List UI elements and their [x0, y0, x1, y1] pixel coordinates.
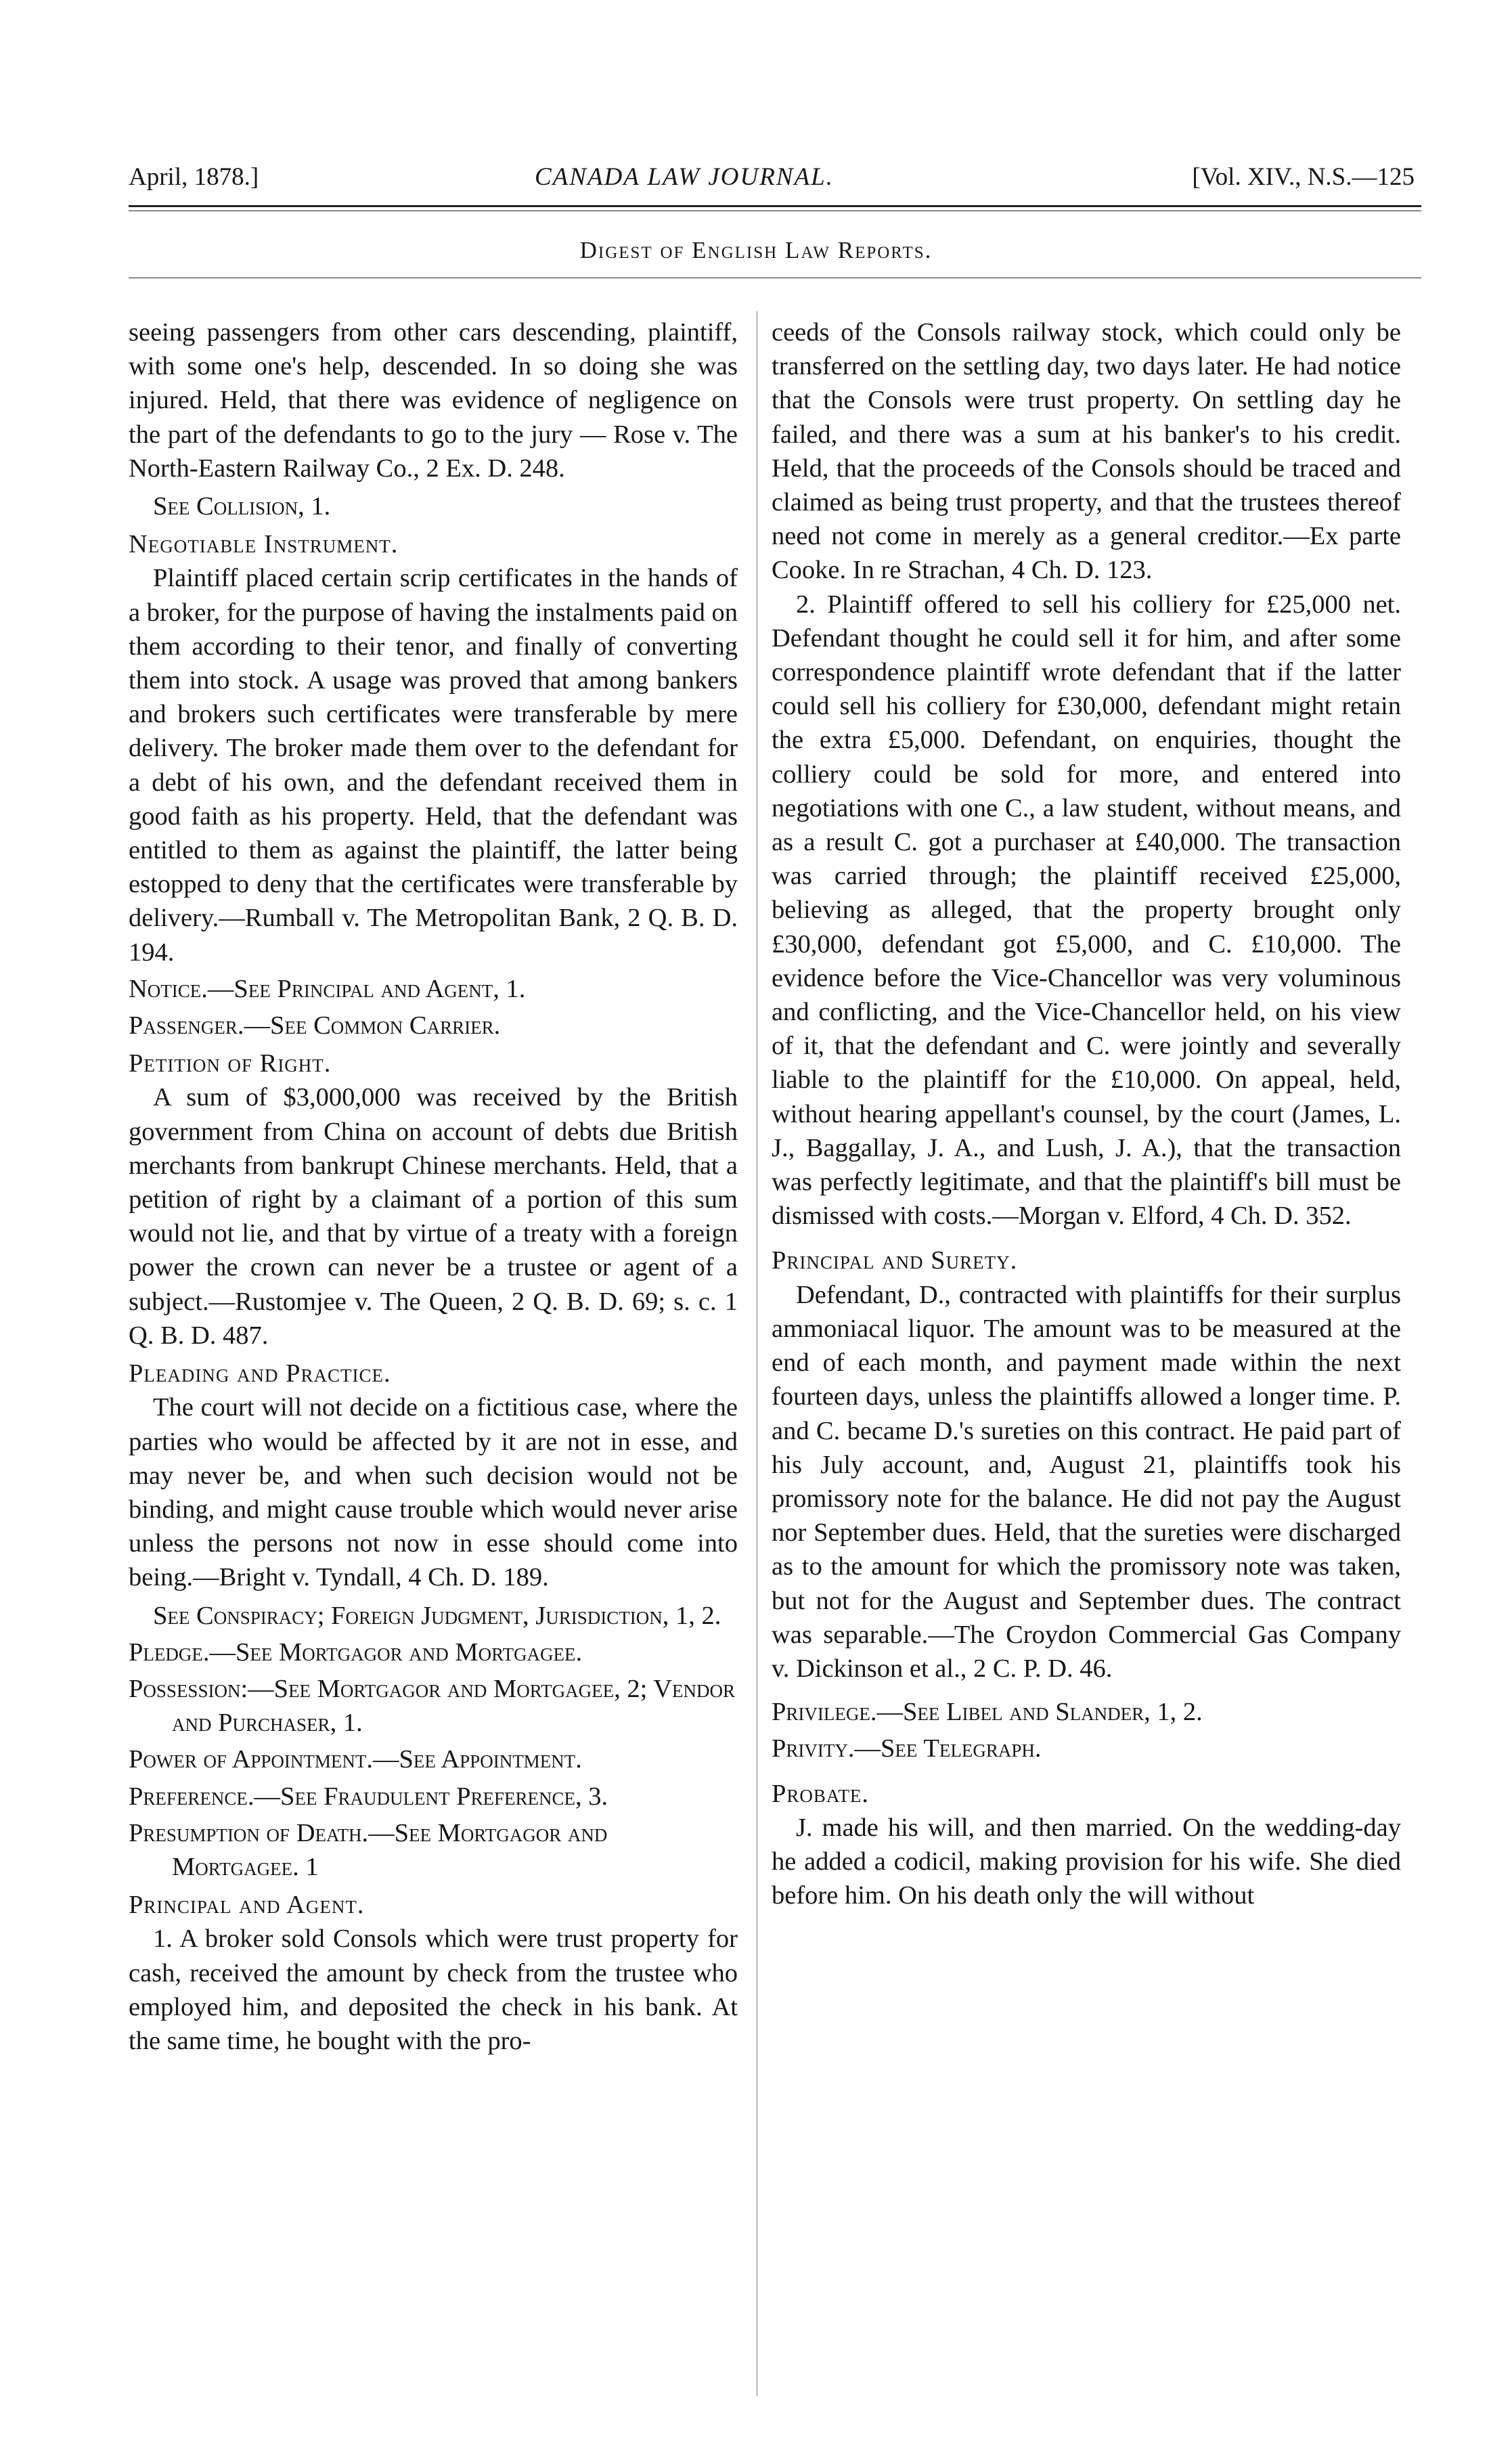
see-reference-collision: See Collision, 1. [153, 492, 331, 521]
paragraph-principal-and-agent-1: 1. A broker sold Consols which were trust property for cash, received the amount by check from the trustee who employed him, and deposited the check in his bank. At the same time, he bought with the pro- [129, 1925, 738, 2055]
entry-possession: Possession:—See Mortgagor and Mortgagee, 2; Vendor and Purchaser, 1. [129, 1674, 736, 1738]
heading-principal-and-agent: Principal and Agent. [129, 1891, 365, 1920]
header-rule-thick [129, 205, 1421, 207]
heading-pleading-and-practice: Pleading and Practice. [129, 1359, 391, 1388]
entry-passenger: Passenger.—See Common Carrier. [129, 1011, 501, 1040]
heading-principal-and-surety: Principal and Surety. [772, 1246, 1018, 1275]
paragraph-petition-of-right: A sum of $3,000,000 was received by the British government from China on account of debts due British merchants from bankrupt Chinese merchants. Held, that a petition of right by a claimant of a portion of this sum would not lie, and that by virtue of a treaty with a foreign power the crown can never be a trustee or agent of a subject.—Rustomjee v. The Queen, 2 Q. B. D. 69; s. c. 1 Q. B. D. 487. [129, 1083, 738, 1350]
heading-petition-of-right: Petition of Right. [129, 1049, 332, 1078]
journal-title: CANADA LAW JOURNAL. [535, 163, 834, 191]
entry-pledge: Pledge.—See Mortgagor and Mortgagee. [129, 1637, 583, 1667]
paragraph-negotiable-instrument: Plaintiff placed certain scrip certificates in the hands of a broker, for the purpose of having the instalments paid on them according to their tenor, and finally of converting them into stock. A usage was proved that among bankers and brokers such certificates were transferable by mere delivery. The broker made them over to the defendant for a debt of his own, and the defendant received them in good faith as his property. Held, that the defendant was entitled to them as against the plaintiff, the latter being estopped to deny that the certificates were transferable by delivery.—Rumball v. The Metropolitan Bank, 2 Q. B. D. 194. [129, 564, 738, 967]
heading-negotiable-instrument: Negotiable Instrument. [129, 530, 399, 559]
header-date: April, 1878.] [129, 163, 259, 191]
volume-page-number: [Vol. XIV., N.S.—125 [1192, 163, 1415, 191]
spacer [772, 1233, 1401, 1239]
see-reference-conspiracy: See Conspiracy; Foreign Judgment, Jurisdiction, 1, 2. [153, 1601, 721, 1630]
entry-presumption-of-death: Presumption of Death.—See Mortgagor and Mortgagee. 1 [129, 1818, 608, 1881]
spacer [772, 1686, 1401, 1692]
section-subheading: Digest of English Law Reports. [579, 237, 933, 263]
entry-privity: Privity.—See Telegraph. [772, 1734, 1042, 1763]
paragraph-rose-v-railway: seeing passengers from other cars descending, plaintiff, with some one's help, descended. In so doing she was injured. Held, that there was evidence of negligence on the part of the defendants to go to the jury — Rose v. The North-Eastern Railway Co., 2 Ex. D. 248. [129, 318, 738, 483]
entry-power-of-appointment: Power of Appointment.—See Appointment. [129, 1745, 582, 1774]
entry-preference: Preference.—See Fraudulent Preference, 3. [129, 1782, 608, 1811]
paragraph-principal-and-surety: Defendant, D., contracted with plaintiffs for their surplus ammoniacal liquor. The amount was to be measured at the end of each month, and payment made within the next fourteen days, unless the plaintiffs allowed a longer time. P. and C. became D.'s sureties on this contract. He paid part of his July account, and, August 21, plaintiffs took his promissory note for the balance. He did not pay the August nor September dues. Held, that the sureties were discharged as to the amount for which the promissory note was taken, but not for the August and September dues. The contract was separable.—The Croydon Commercial Gas Company v. Dickinson et al., 2 C. P. D. 46. [772, 1280, 1401, 1683]
left-column [129, 315, 738, 2058]
page-header [129, 162, 1415, 203]
paragraph-pleading-and-practice: The court will not decide on a fictitious case, where the parties who would be affected by it are not in esse, and may never be, and when such decision would not be binding, and might cause trouble which would never arise unless the persons not now in esse should come into being.—Bright v. Tyndall, 4 Ch. D. 189. [129, 1393, 738, 1592]
heading-probate: Probate. [772, 1779, 870, 1808]
entry-notice: Notice.—See Principal and Agent, 1. [129, 974, 526, 1003]
right-column [772, 315, 1401, 1912]
entry-privilege: Privilege.—See Libel and Slander, 1, 2. [772, 1698, 1203, 1727]
paragraph-probate: J. made his will, and then married. On the wedding-day he added a codicil, making provision for his wife. She died before him. On his death only the will without [772, 1813, 1401, 1910]
paragraph-morgan-v-elford: 2. Plaintiff offered to sell his colliery for £25,000 net. Defendant thought he could sell it for him, and after some correspondence plaintiff wrote defendant that if the latter could sell his colliery for £30,000, defendant might retain the extra £5,000. Defendant, on enquiries, thought the colliery could be sold for more, and entered into negotiations with one C., a law student, without means, and as a result C. got a purchaser at £40,000. The transaction was carried through; the plaintiff received £25,000, believing as alleged, that the property brought only £30,000, defendant got £5,000, and C. £10,000. The evidence before the Vice-Chancellor was very voluminous and conflicting, and the Vice-Chancellor held, on his view of it, that the defendant and C. were jointly and severally liable to the plaintiff for the £10,000. On appeal, held, without hearing appellant's counsel, by the court (James, L. J., Baggallay, J. A., and Lush, J. A.), that the transaction was perfectly legitimate, and that the plaintiff's bill must be dismissed with costs.—Morgan v. Elford, 4 Ch. D. 352. [772, 590, 1401, 1231]
paragraph-ex-parte-cooke: ceeds of the Consols railway stock, which could only be transferred on the settling day, two days later. He had notice that the Consols were trust property. On settling day he failed, and there was a sum at his banker's to his credit. Held, that the proceeds of the Consols should be traced and claimed as being trust property, and that the trustees thereof need not come in merely as a general creditor.—Ex parte Cooke. In re Strachan, 4 Ch. D. 123. [772, 318, 1401, 585]
spacer [772, 1766, 1401, 1773]
